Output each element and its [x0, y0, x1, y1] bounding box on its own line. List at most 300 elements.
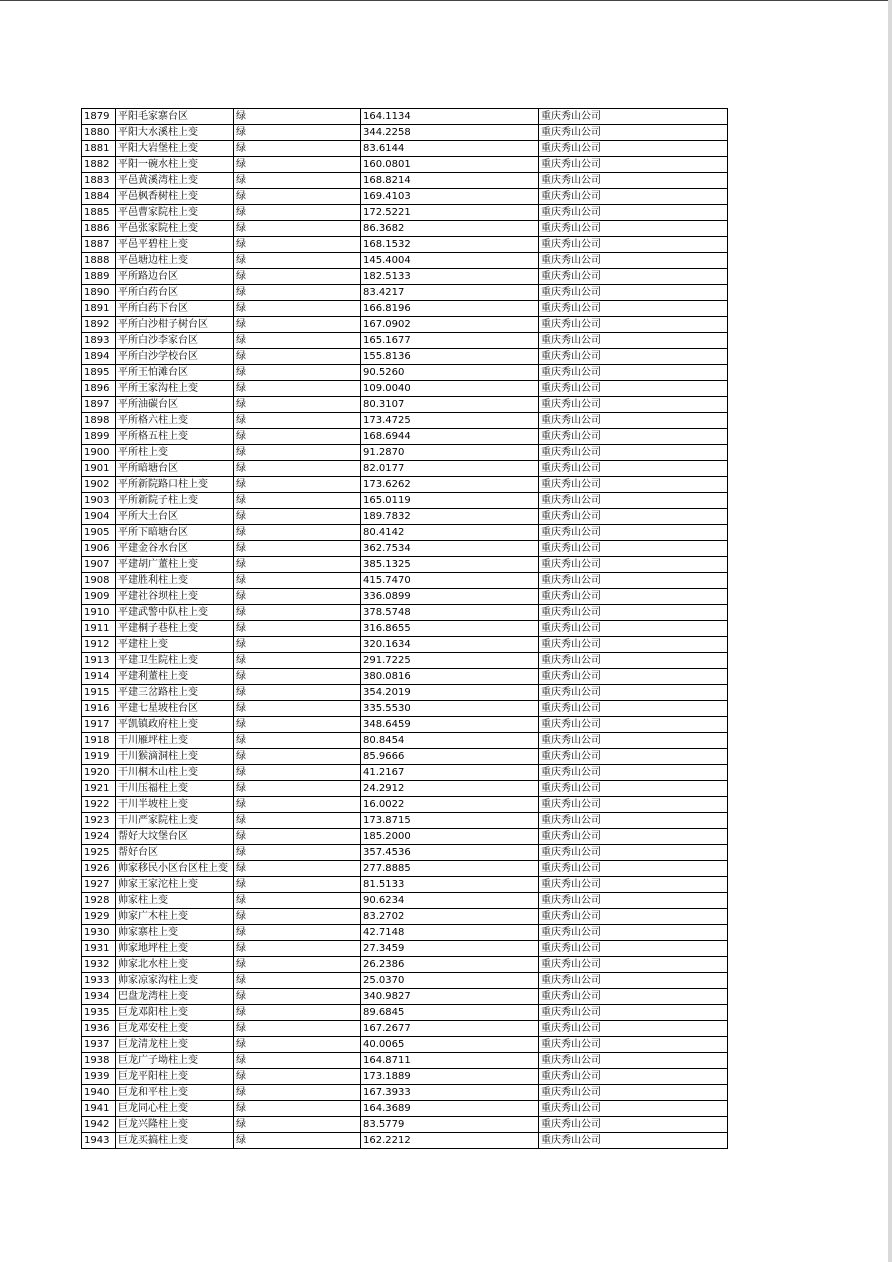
page-top-border [0, 0, 888, 1]
status-color-cell: 绿 [234, 1053, 361, 1069]
station-name-cell: 帅家移民小区台区柱上变 [116, 861, 234, 877]
company-cell: 重庆秀山公司 [539, 1021, 728, 1037]
value-cell: 291.7225 [361, 653, 539, 669]
company-cell: 重庆秀山公司 [539, 509, 728, 525]
company-cell: 重庆秀山公司 [539, 973, 728, 989]
station-name-cell: 巨龙和平柱上变 [116, 1085, 234, 1101]
value-cell: 378.5748 [361, 605, 539, 621]
station-name-cell: 平建柱上变 [116, 637, 234, 653]
table-row [82, 445, 728, 461]
station-name-cell: 平所柱上变 [116, 445, 234, 461]
company-cell: 重庆秀山公司 [539, 557, 728, 573]
table-row [82, 717, 728, 733]
station-name-cell: 平阳大水溪柱上变 [116, 125, 234, 141]
table-row [82, 1037, 728, 1053]
station-name-cell: 巨龙广子坳柱上变 [116, 1053, 234, 1069]
value-cell: 348.6459 [361, 717, 539, 733]
company-cell: 重庆秀山公司 [539, 349, 728, 365]
station-name-cell: 帅家广木柱上变 [116, 909, 234, 925]
status-color-cell: 绿 [234, 557, 361, 573]
station-name-cell: 平所白沙柑子树台区 [116, 317, 234, 333]
station-name-cell: 平所白沙学校台区 [116, 349, 234, 365]
status-color-cell: 绿 [234, 893, 361, 909]
row-number-cell: 1931 [82, 941, 116, 957]
company-cell: 重庆秀山公司 [539, 205, 728, 221]
station-name-cell: 帅家地坪柱上变 [116, 941, 234, 957]
value-cell: 25.0370 [361, 973, 539, 989]
company-cell: 重庆秀山公司 [539, 573, 728, 589]
row-number-cell: 1886 [82, 221, 116, 237]
value-cell: 80.3107 [361, 397, 539, 413]
station-name-cell: 巨龙邓安柱上变 [116, 1021, 234, 1037]
company-cell: 重庆秀山公司 [539, 989, 728, 1005]
status-color-cell: 绿 [234, 701, 361, 717]
company-cell: 重庆秀山公司 [539, 413, 728, 429]
row-number-cell: 1908 [82, 573, 116, 589]
row-number-cell: 1889 [82, 269, 116, 285]
company-cell: 重庆秀山公司 [539, 237, 728, 253]
value-cell: 168.6944 [361, 429, 539, 445]
company-cell: 重庆秀山公司 [539, 141, 728, 157]
company-cell: 重庆秀山公司 [539, 541, 728, 557]
row-number-cell: 1892 [82, 317, 116, 333]
value-cell: 167.3933 [361, 1085, 539, 1101]
table-row [82, 605, 728, 621]
station-name-cell: 平建三岔路柱上变 [116, 685, 234, 701]
station-name-cell: 平所格五柱上变 [116, 429, 234, 445]
station-name-cell: 平邑张家院柱上变 [116, 221, 234, 237]
station-name-cell: 干川桐木山柱上变 [116, 765, 234, 781]
status-color-cell: 绿 [234, 1101, 361, 1117]
company-cell: 重庆秀山公司 [539, 109, 728, 125]
company-cell: 重庆秀山公司 [539, 621, 728, 637]
company-cell: 重庆秀山公司 [539, 429, 728, 445]
row-number-cell: 1912 [82, 637, 116, 653]
station-name-cell: 平所暗塘台区 [116, 461, 234, 477]
row-number-cell: 1907 [82, 557, 116, 573]
table-row [82, 989, 728, 1005]
status-color-cell: 绿 [234, 1085, 361, 1101]
company-cell: 重庆秀山公司 [539, 1133, 728, 1149]
row-number-cell: 1903 [82, 493, 116, 509]
company-cell: 重庆秀山公司 [539, 925, 728, 941]
value-cell: 173.1889 [361, 1069, 539, 1085]
row-number-cell: 1888 [82, 253, 116, 269]
status-color-cell: 绿 [234, 861, 361, 877]
row-number-cell: 1894 [82, 349, 116, 365]
value-cell: 169.4103 [361, 189, 539, 205]
table-row [82, 781, 728, 797]
row-number-cell: 1924 [82, 829, 116, 845]
row-number-cell: 1926 [82, 861, 116, 877]
station-name-cell: 平邑曹家院柱上变 [116, 205, 234, 221]
station-name-cell: 平所王怕滩台区 [116, 365, 234, 381]
company-cell: 重庆秀山公司 [539, 1085, 728, 1101]
station-name-cell: 干川压福柱上变 [116, 781, 234, 797]
row-number-cell: 1910 [82, 605, 116, 621]
value-cell: 145.4004 [361, 253, 539, 269]
value-cell: 155.8136 [361, 349, 539, 365]
station-name-cell: 平所白药下台区 [116, 301, 234, 317]
value-cell: 316.8655 [361, 621, 539, 637]
status-color-cell: 绿 [234, 845, 361, 861]
row-number-cell: 1887 [82, 237, 116, 253]
status-color-cell: 绿 [234, 589, 361, 605]
status-color-cell: 绿 [234, 541, 361, 557]
row-number-cell: 1913 [82, 653, 116, 669]
company-cell: 重庆秀山公司 [539, 173, 728, 189]
row-number-cell: 1914 [82, 669, 116, 685]
company-cell: 重庆秀山公司 [539, 189, 728, 205]
row-number-cell: 1925 [82, 845, 116, 861]
company-cell: 重庆秀山公司 [539, 845, 728, 861]
row-number-cell: 1906 [82, 541, 116, 557]
status-color-cell: 绿 [234, 973, 361, 989]
table-row [82, 957, 728, 973]
company-cell: 重庆秀山公司 [539, 701, 728, 717]
company-cell: 重庆秀山公司 [539, 797, 728, 813]
table-row [82, 797, 728, 813]
value-cell: 344.2258 [361, 125, 539, 141]
table-row [82, 381, 728, 397]
station-name-cell: 巴盘龙湾柱上变 [116, 989, 234, 1005]
value-cell: 109.0040 [361, 381, 539, 397]
company-cell: 重庆秀山公司 [539, 461, 728, 477]
table-row [82, 813, 728, 829]
row-number-cell: 1943 [82, 1133, 116, 1149]
table-row [82, 1069, 728, 1085]
station-name-cell: 平建胡广董柱上变 [116, 557, 234, 573]
value-cell: 91.2870 [361, 445, 539, 461]
table-row [82, 701, 728, 717]
table-row [82, 861, 728, 877]
table-row [82, 333, 728, 349]
station-name-cell: 干川半坡柱上变 [116, 797, 234, 813]
row-number-cell: 1933 [82, 973, 116, 989]
table-row [82, 1117, 728, 1133]
company-cell: 重庆秀山公司 [539, 317, 728, 333]
status-color-cell: 绿 [234, 765, 361, 781]
value-cell: 83.5779 [361, 1117, 539, 1133]
station-name-cell: 平所路边台区 [116, 269, 234, 285]
station-name-cell: 巨龙买搞柱上变 [116, 1133, 234, 1149]
value-cell: 168.1532 [361, 237, 539, 253]
table-row [82, 1133, 728, 1149]
status-color-cell: 绿 [234, 509, 361, 525]
value-cell: 173.6262 [361, 477, 539, 493]
status-color-cell: 绿 [234, 493, 361, 509]
company-cell: 重庆秀山公司 [539, 765, 728, 781]
row-number-cell: 1934 [82, 989, 116, 1005]
table-row [82, 349, 728, 365]
value-cell: 172.5221 [361, 205, 539, 221]
station-name-cell: 平凯镇政府柱上变 [116, 717, 234, 733]
status-color-cell: 绿 [234, 1133, 361, 1149]
row-number-cell: 1893 [82, 333, 116, 349]
table-row [82, 845, 728, 861]
company-cell: 重庆秀山公司 [539, 957, 728, 973]
table-row [82, 301, 728, 317]
row-number-cell: 1901 [82, 461, 116, 477]
value-cell: 90.6234 [361, 893, 539, 909]
row-number-cell: 1941 [82, 1101, 116, 1117]
company-cell: 重庆秀山公司 [539, 941, 728, 957]
table-row [82, 589, 728, 605]
station-name-cell: 巨龙清龙柱上变 [116, 1037, 234, 1053]
value-cell: 83.2702 [361, 909, 539, 925]
value-cell: 168.8214 [361, 173, 539, 189]
row-number-cell: 1940 [82, 1085, 116, 1101]
table-row [82, 237, 728, 253]
status-color-cell: 绿 [234, 637, 361, 653]
status-color-cell: 绿 [234, 717, 361, 733]
row-number-cell: 1883 [82, 173, 116, 189]
table-row [82, 397, 728, 413]
station-name-cell: 帅家凉家沟柱上变 [116, 973, 234, 989]
value-cell: 90.5260 [361, 365, 539, 381]
row-number-cell: 1902 [82, 477, 116, 493]
table-row [82, 1005, 728, 1021]
status-color-cell: 绿 [234, 1021, 361, 1037]
station-name-cell: 巨龙邓阳柱上变 [116, 1005, 234, 1021]
company-cell: 重庆秀山公司 [539, 829, 728, 845]
row-number-cell: 1898 [82, 413, 116, 429]
company-cell: 重庆秀山公司 [539, 1053, 728, 1069]
station-name-cell: 平建金谷水台区 [116, 541, 234, 557]
table-row [82, 557, 728, 573]
table-row [82, 509, 728, 525]
table-row [82, 621, 728, 637]
station-name-cell: 平阳大岩堡柱上变 [116, 141, 234, 157]
value-cell: 164.3689 [361, 1101, 539, 1117]
value-cell: 385.1325 [361, 557, 539, 573]
value-cell: 336.0899 [361, 589, 539, 605]
status-color-cell: 绿 [234, 989, 361, 1005]
status-color-cell: 绿 [234, 1069, 361, 1085]
status-color-cell: 绿 [234, 829, 361, 845]
company-cell: 重庆秀山公司 [539, 333, 728, 349]
company-cell: 重庆秀山公司 [539, 861, 728, 877]
value-cell: 167.2677 [361, 1021, 539, 1037]
status-color-cell: 绿 [234, 733, 361, 749]
value-cell: 340.9827 [361, 989, 539, 1005]
company-cell: 重庆秀山公司 [539, 221, 728, 237]
company-cell: 重庆秀山公司 [539, 253, 728, 269]
status-color-cell: 绿 [234, 605, 361, 621]
table-row [82, 413, 728, 429]
table-row [82, 669, 728, 685]
value-cell: 189.7832 [361, 509, 539, 525]
substation-table [81, 108, 728, 1149]
table-row [82, 1021, 728, 1037]
value-cell: 173.8715 [361, 813, 539, 829]
table-row [82, 525, 728, 541]
row-number-cell: 1927 [82, 877, 116, 893]
status-color-cell: 绿 [234, 221, 361, 237]
status-color-cell: 绿 [234, 109, 361, 125]
table-row [82, 157, 728, 173]
status-color-cell: 绿 [234, 157, 361, 173]
station-name-cell: 巨龙同心柱上变 [116, 1101, 234, 1117]
value-cell: 354.2019 [361, 685, 539, 701]
value-cell: 41.2167 [361, 765, 539, 781]
station-name-cell: 巨龙兴隆柱上变 [116, 1117, 234, 1133]
company-cell: 重庆秀山公司 [539, 1069, 728, 1085]
status-color-cell: 绿 [234, 301, 361, 317]
company-cell: 重庆秀山公司 [539, 1101, 728, 1117]
value-cell: 277.8885 [361, 861, 539, 877]
station-name-cell: 平邑平碧柱上变 [116, 237, 234, 253]
row-number-cell: 1923 [82, 813, 116, 829]
station-name-cell: 平所下暗塘台区 [116, 525, 234, 541]
value-cell: 415.7470 [361, 573, 539, 589]
table-row [82, 429, 728, 445]
station-name-cell: 平建卫生院柱上变 [116, 653, 234, 669]
row-number-cell: 1921 [82, 781, 116, 797]
station-name-cell: 平所新院路口柱上变 [116, 477, 234, 493]
company-cell: 重庆秀山公司 [539, 1037, 728, 1053]
company-cell: 重庆秀山公司 [539, 733, 728, 749]
station-name-cell: 平所格六柱上变 [116, 413, 234, 429]
company-cell: 重庆秀山公司 [539, 813, 728, 829]
value-cell: 82.0177 [361, 461, 539, 477]
table-row [82, 125, 728, 141]
station-name-cell: 平邑黄溪湾柱上变 [116, 173, 234, 189]
value-cell: 40.0065 [361, 1037, 539, 1053]
status-color-cell: 绿 [234, 749, 361, 765]
row-number-cell: 1936 [82, 1021, 116, 1037]
station-name-cell: 干川雁坪柱上变 [116, 733, 234, 749]
station-name-cell: 平所油碳台区 [116, 397, 234, 413]
table-row [82, 1085, 728, 1101]
value-cell: 26.2386 [361, 957, 539, 973]
station-name-cell: 平所白沙李家台区 [116, 333, 234, 349]
status-color-cell: 绿 [234, 621, 361, 637]
status-color-cell: 绿 [234, 429, 361, 445]
status-color-cell: 绿 [234, 957, 361, 973]
status-color-cell: 绿 [234, 925, 361, 941]
table-row [82, 1101, 728, 1117]
company-cell: 重庆秀山公司 [539, 445, 728, 461]
table-row [82, 173, 728, 189]
station-name-cell: 平所新院子柱上变 [116, 493, 234, 509]
status-color-cell: 绿 [234, 941, 361, 957]
row-number-cell: 1915 [82, 685, 116, 701]
table-row [82, 909, 728, 925]
status-color-cell: 绿 [234, 1037, 361, 1053]
table-row [82, 477, 728, 493]
row-number-cell: 1882 [82, 157, 116, 173]
status-color-cell: 绿 [234, 189, 361, 205]
table-row [82, 573, 728, 589]
value-cell: 167.0902 [361, 317, 539, 333]
status-color-cell: 绿 [234, 1005, 361, 1021]
station-name-cell: 平建社谷坝柱上变 [116, 589, 234, 605]
status-color-cell: 绿 [234, 461, 361, 477]
company-cell: 重庆秀山公司 [539, 285, 728, 301]
row-number-cell: 1938 [82, 1053, 116, 1069]
station-name-cell: 帅家柱上变 [116, 893, 234, 909]
table-row [82, 829, 728, 845]
company-cell: 重庆秀山公司 [539, 397, 728, 413]
value-cell: 335.5530 [361, 701, 539, 717]
table-row [82, 269, 728, 285]
row-number-cell: 1895 [82, 365, 116, 381]
company-cell: 重庆秀山公司 [539, 717, 728, 733]
value-cell: 165.1677 [361, 333, 539, 349]
row-number-cell: 1896 [82, 381, 116, 397]
station-name-cell: 平所白药台区 [116, 285, 234, 301]
status-color-cell: 绿 [234, 573, 361, 589]
row-number-cell: 1942 [82, 1117, 116, 1133]
status-color-cell: 绿 [234, 333, 361, 349]
table-row [82, 925, 728, 941]
station-name-cell: 帮好大坟堡台区 [116, 829, 234, 845]
status-color-cell: 绿 [234, 205, 361, 221]
company-cell: 重庆秀山公司 [539, 685, 728, 701]
value-cell: 160.0801 [361, 157, 539, 173]
station-name-cell: 平邑塘边柱上变 [116, 253, 234, 269]
company-cell: 重庆秀山公司 [539, 493, 728, 509]
status-color-cell: 绿 [234, 877, 361, 893]
row-number-cell: 1935 [82, 1005, 116, 1021]
row-number-cell: 1909 [82, 589, 116, 605]
company-cell: 重庆秀山公司 [539, 653, 728, 669]
status-color-cell: 绿 [234, 365, 361, 381]
value-cell: 83.4217 [361, 285, 539, 301]
status-color-cell: 绿 [234, 445, 361, 461]
row-number-cell: 1891 [82, 301, 116, 317]
value-cell: 86.3682 [361, 221, 539, 237]
status-color-cell: 绿 [234, 413, 361, 429]
value-cell: 81.5133 [361, 877, 539, 893]
table-row [82, 653, 728, 669]
company-cell: 重庆秀山公司 [539, 637, 728, 653]
status-color-cell: 绿 [234, 477, 361, 493]
company-cell: 重庆秀山公司 [539, 589, 728, 605]
status-color-cell: 绿 [234, 397, 361, 413]
table-body [82, 109, 728, 1149]
table-row [82, 141, 728, 157]
status-color-cell: 绿 [234, 141, 361, 157]
row-number-cell: 1917 [82, 717, 116, 733]
company-cell: 重庆秀山公司 [539, 1117, 728, 1133]
table-row [82, 749, 728, 765]
station-name-cell: 帅家王家沱柱上变 [116, 877, 234, 893]
company-cell: 重庆秀山公司 [539, 125, 728, 141]
station-name-cell: 平建武警中队柱上变 [116, 605, 234, 621]
station-name-cell: 干川严家院柱上变 [116, 813, 234, 829]
row-number-cell: 1932 [82, 957, 116, 973]
value-cell: 164.8711 [361, 1053, 539, 1069]
company-cell: 重庆秀山公司 [539, 301, 728, 317]
status-color-cell: 绿 [234, 813, 361, 829]
value-cell: 320.1634 [361, 637, 539, 653]
station-name-cell: 帅家北水柱上变 [116, 957, 234, 973]
status-color-cell: 绿 [234, 381, 361, 397]
table-row [82, 493, 728, 509]
status-color-cell: 绿 [234, 349, 361, 365]
company-cell: 重庆秀山公司 [539, 669, 728, 685]
value-cell: 27.3459 [361, 941, 539, 957]
table-row [82, 541, 728, 557]
station-name-cell: 平邑枫香树柱上变 [116, 189, 234, 205]
company-cell: 重庆秀山公司 [539, 365, 728, 381]
row-number-cell: 1916 [82, 701, 116, 717]
table-row [82, 1053, 728, 1069]
status-color-cell: 绿 [234, 253, 361, 269]
table-row [82, 877, 728, 893]
